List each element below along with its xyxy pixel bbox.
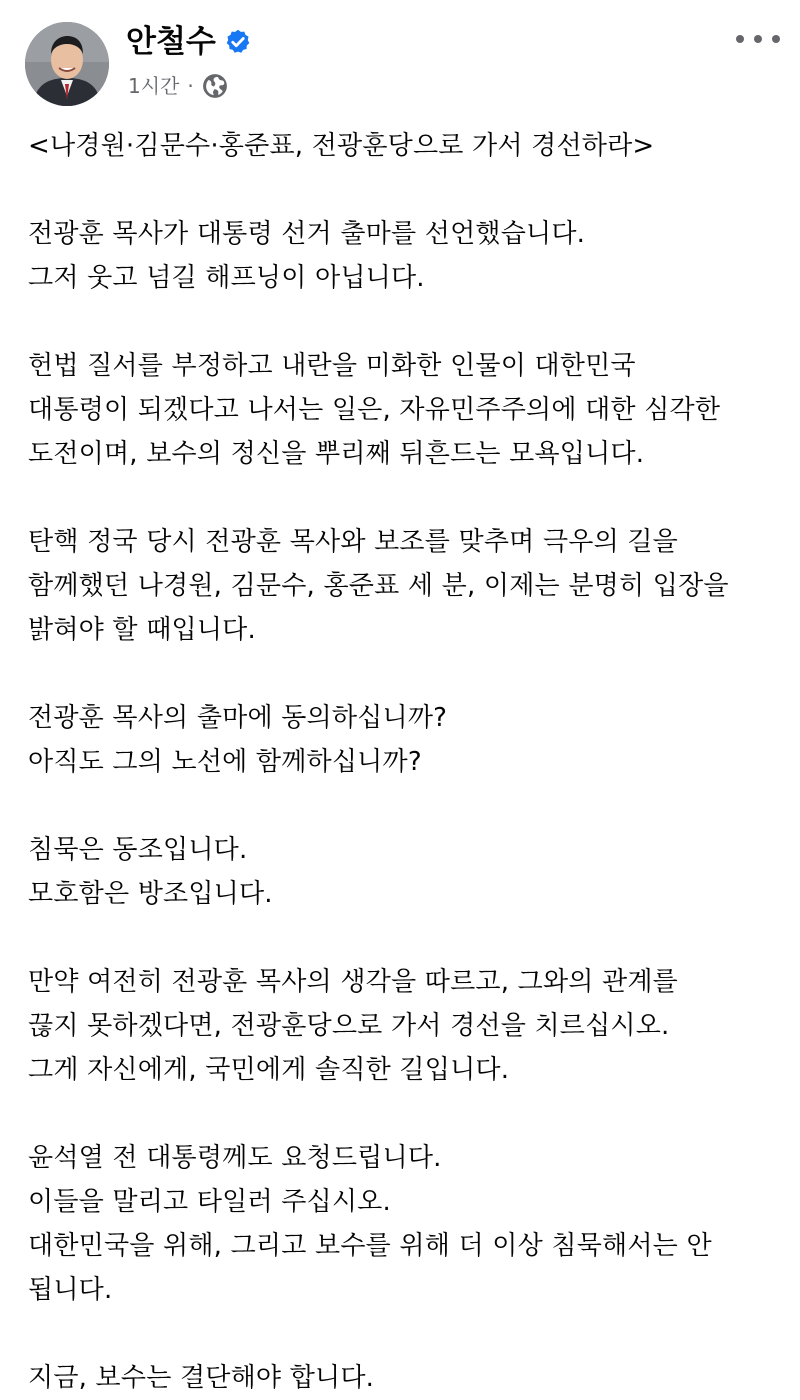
post-paragraph — [28, 1356, 780, 1400]
avatar[interactable] — [25, 22, 109, 106]
post-text-line: 그저 웃고 넘길 해프닝이 아닙니다. — [28, 263, 425, 293]
author-row — [126, 22, 252, 62]
post-text-line: 이들을 말리고 타일러 주십시오. — [28, 1187, 391, 1217]
verified-badge-icon — [224, 28, 252, 56]
post-text-line: 끊지 못하겠다면, 전광훈당으로 가서 경선을 치르십시오. — [28, 1011, 670, 1041]
post-text-line: 대통령이 되겠다고 나서는 일은, 자유민주주의에 대한 심각한 — [28, 395, 721, 425]
more-options-icon[interactable] — [736, 24, 780, 54]
post-header — [0, 0, 800, 120]
post-text-line: 아직도 그의 노선에 함께하십니까? — [28, 747, 422, 777]
post-text-line: 대한민국을 위해, 그리고 보수를 위해 더 이상 침묵해서는 안 — [28, 1231, 712, 1261]
post-paragraph — [28, 344, 780, 476]
post-text-line: 됩니다. — [28, 1275, 113, 1305]
post-paragraph — [28, 212, 780, 300]
post-paragraph — [28, 696, 780, 784]
more-dot — [754, 35, 762, 43]
post-text-line: 탄핵 정국 당시 전광훈 목사와 보조를 맞추며 극우의 길을 — [28, 527, 678, 557]
post-text-line: 도전이며, 보수의 정신을 뿌리째 뒤흔드는 모욕입니다. — [28, 439, 645, 469]
post-text-line: 침묵은 동조입니다. — [28, 835, 248, 865]
post-text-line: 헌법 질서를 부정하고 내란을 미화한 인물이 대한민국 — [28, 351, 636, 381]
post-text-line: 만약 여전히 전광훈 목사의 생각을 따르고, 그와의 관계를 — [28, 967, 678, 997]
post-text-line: <나경원·김문수·홍준표, 전광훈당으로 가서 경선하라> — [28, 131, 655, 161]
post-paragraph — [28, 520, 780, 652]
post-body — [28, 124, 780, 1400]
globe-icon[interactable] — [202, 73, 228, 99]
author-name[interactable]: 안철수 — [126, 24, 216, 60]
post-meta — [128, 70, 228, 102]
meta-separator: · — [187, 74, 194, 98]
post-text-line: 함께했던 나경원, 김문수, 홍준표 세 분, 이제는 분명히 입장을 — [28, 571, 729, 601]
post-text-line: 전광훈 목사가 대통령 선거 출마를 선언했습니다. — [28, 219, 586, 249]
post-paragraph — [28, 828, 780, 916]
more-dot — [772, 35, 780, 43]
post-paragraph — [28, 960, 780, 1092]
post-paragraph — [28, 124, 780, 168]
more-dot — [736, 35, 744, 43]
post-time[interactable]: 1시간 — [128, 74, 180, 98]
avatar-image — [25, 22, 109, 106]
post-text-line: 윤석열 전 대통령께도 요청드립니다. — [28, 1143, 442, 1173]
post-text-line: 밝혀야 할 때입니다. — [28, 615, 256, 645]
post-text-line: 전광훈 목사의 출마에 동의하십니까? — [28, 703, 448, 733]
post-paragraph — [28, 1136, 780, 1312]
post-text-line: 지금, 보수는 결단해야 합니다. — [28, 1363, 375, 1393]
post-text-line: 그게 자신에게, 국민에게 솔직한 길입니다. — [28, 1055, 510, 1085]
post-text-line: 모호함은 방조입니다. — [28, 879, 273, 909]
